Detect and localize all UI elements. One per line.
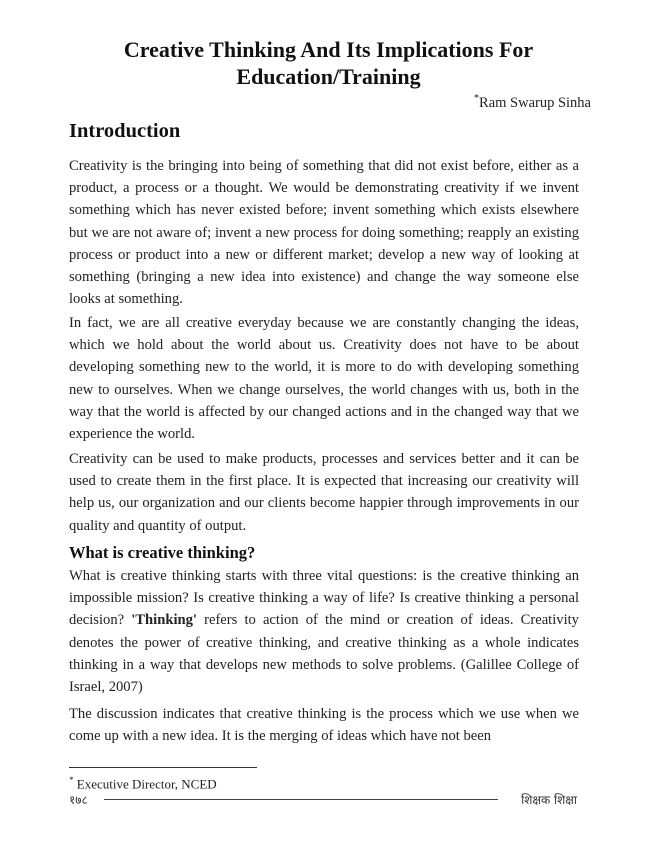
paragraph-4-text-b: refers to action of the mind or creation of ideas. Creativity denotes the power of creative thinking, and creative thinking as a whole indicates thinking in a way that develops new methods to solve problems. (Galillee College of Israel, 2007) (69, 612, 579, 696)
paragraph-4-text-a: What is creative thinking starts with three vital questions: is the creative thinking an impossible mission? Is creative thinking a way of life? Is creative thinking a personal decision? (69, 568, 579, 629)
paragraph-2: In fact, we are all creative everyday because we are constantly changing the ideas, which we hold about the world about us. Creativity does not have to be about developing something new to the world, it is more to do with developing something new to ourselves. When we change ourselves, the world changes with us, both in the way that the world is affected by our changed actions and in the changed way that we experience the world. (69, 315, 579, 443)
footnote-divider (69, 767, 257, 768)
article-title (60, 36, 597, 90)
footnote-mark: * (69, 775, 74, 785)
heading-introduction: Introduction (69, 120, 181, 142)
paragraph-1: Creativity is the bringing into being of something that did not exist before, either as a product, a process or a thought. We would be demonstrating creativity if we invent something which has never existed before; invent something which exists elsewhere but we are not aware of; invent a new process for doing something; reapply an existing process or product into a new or different market; develop a new way of looking at something (bringing a new idea into existence) and change the way someone else looks at something. (69, 158, 579, 308)
heading-what-is-creative-thinking: What is creative thinking? (69, 543, 256, 562)
title-line-2: Education/Training (236, 64, 421, 89)
author-name: Ram Swarup Sinha (479, 94, 591, 111)
journal-name: शिक्षक शिक्षा (521, 793, 577, 807)
paragraph-4 (69, 565, 579, 698)
footnote (69, 775, 217, 792)
paragraph-3: Creativity can be used to make products, processes and services better and it can be used to create them in the first place. It is expected that increasing our creativity will help us, our organization and our clients become happier through improvements in our quality and quantity of output. (69, 451, 579, 534)
author-footnote-mark: * (474, 93, 480, 104)
footnote-text: Executive Director, NCED (76, 776, 217, 792)
author-byline (474, 93, 591, 112)
page-number: १७८ (69, 793, 88, 807)
paragraph-5: The discussion indicates that creative thinking is the process which we use when we come up with a new idea. It is the merging of ideas which have not been (69, 706, 579, 745)
footer-rule (104, 799, 498, 800)
title-line-1: Creative Thinking And Its Implications For (123, 37, 534, 62)
paragraph-4-bold-term: 'Thinking' (131, 612, 197, 629)
